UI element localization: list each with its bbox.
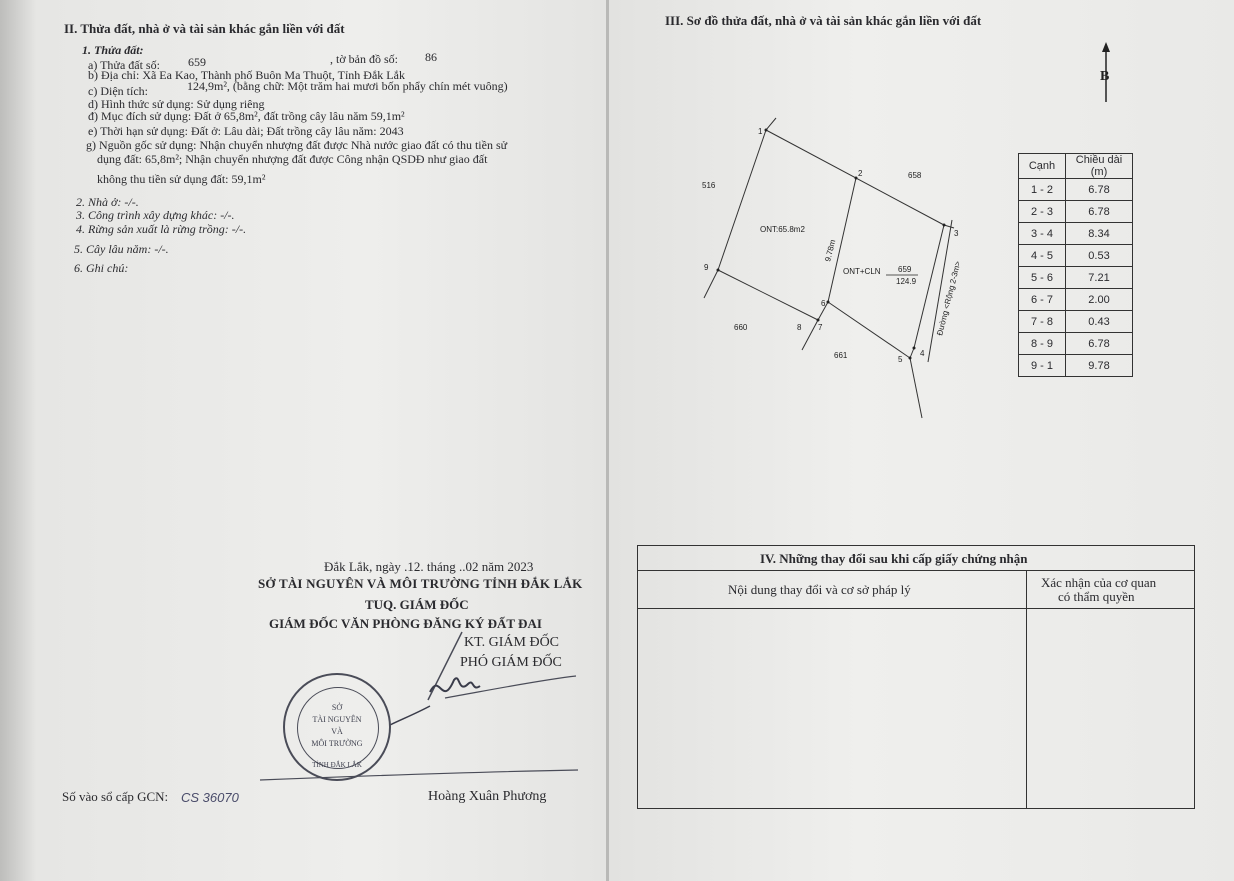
north-arrow (1094, 40, 1118, 104)
length-cell: 0.53 (1066, 245, 1133, 267)
changes-title-row (638, 546, 1194, 571)
edge-cell: 7 - 8 (1019, 311, 1066, 333)
col-length: Chiều dài (m) (1066, 154, 1133, 179)
col-edge: Cạnh (1019, 154, 1066, 179)
label-ont: ONT:65.8m2 (760, 225, 805, 234)
map-sheet-label: , tờ bản đồ số: (330, 52, 399, 66)
area-value: 124,9m², (bằng chữ: Một trăm hai mươi bốn phẩy chín mét vuông) (187, 79, 508, 93)
department-name: SỞ TÀI NGUYÊN VÀ MÔI TRƯỜNG TỈNH ĐẮK LẮK (258, 576, 583, 591)
section3-title: III. Sơ đồ thửa đất, nhà ở và tài sản khác gắn liền với đất (665, 13, 982, 28)
vertex-6: 6 (821, 299, 826, 308)
changes-column-divider (1026, 571, 1027, 808)
length-cell: 6.78 (1066, 179, 1133, 201)
vertex-5: 5 (898, 355, 903, 364)
stamp-line-5: TỈNH ĐẮK LẮK (312, 761, 362, 769)
edge-cell: 8 - 9 (1019, 333, 1066, 355)
gcn-label: Số vào sổ cấp GCN: (62, 789, 169, 804)
edge-cell: 4 - 5 (1019, 245, 1066, 267)
north-label: B (1100, 69, 1110, 84)
changes-header-row (638, 571, 1194, 609)
gcn-number: CS 36070 (181, 790, 239, 805)
edge-cell: 2 - 3 (1019, 201, 1066, 223)
other-works-item: 3. Công trình xây dựng khác: -/-. (76, 208, 235, 222)
length-cell: 7.21 (1066, 267, 1133, 289)
forest-item: 4. Rừng sản xuất là rừng trồng: -/-. (76, 222, 247, 236)
office-director: GIÁM ĐỐC VĂN PHÒNG ĐĂNG KÝ ĐẤT ĐAI (269, 616, 542, 631)
edge-cell: 5 - 6 (1019, 267, 1066, 289)
edge-cell: 9 - 1 (1019, 355, 1066, 377)
length-cell: 2.00 (1066, 289, 1133, 311)
edge-cell: 6 - 7 (1019, 289, 1066, 311)
usage-term: e) Thời hạn sử dụng: Đất ở: Lâu dài; Đất trồng cây lâu năm: 2043 (88, 124, 404, 138)
vertex-4: 4 (920, 349, 925, 358)
length-cell: 6.78 (1066, 201, 1133, 223)
edge-length-table (1018, 153, 1133, 377)
table-row (1019, 223, 1133, 245)
stamp-line-4: MÔI TRƯỜNG (311, 739, 363, 748)
vertex-9: 9 (704, 263, 709, 272)
origin-line-1: g) Nguồn gốc sử dụng: Nhận chuyển nhượng đất được Nhà nước giao đất có thu tiền sử (86, 138, 508, 152)
section2-title: II. Thửa đất, nhà ở và tài sản khác gắn liền với đất (64, 21, 345, 36)
parcel-label: a) Thửa đất số: (88, 58, 160, 72)
usage-form: d) Hình thức sử dụng: Sử dụng riêng (88, 97, 265, 111)
col-confirm-header-2: có thẩm quyền (1058, 589, 1135, 604)
table-row (1019, 179, 1133, 201)
label-dimension: 9.78m (823, 238, 838, 263)
length-cell: 9.78 (1066, 355, 1133, 377)
stamp-line-2: TÀI NGUYÊN (312, 715, 362, 724)
length-cell: 0.43 (1066, 311, 1133, 333)
table-row (1019, 267, 1133, 289)
label-parcel-num: 659 (898, 265, 912, 274)
kt-label: KT. GIÁM ĐỐC (464, 635, 560, 650)
label-660: 660 (734, 323, 748, 332)
parcel-number: 659 (188, 55, 206, 69)
label-516: 516 (702, 181, 716, 190)
vertex-1: 1 (758, 127, 763, 136)
origin-line-3: không thu tiền sử dụng đất: 59,1m² (97, 172, 266, 186)
label-661: 661 (834, 351, 848, 360)
changes-table (637, 545, 1195, 809)
origin-line-2: dụng đất: 65,8m²; Nhận chuyển nhượng đất được Công nhận QSDĐ như giao đất (97, 152, 488, 166)
col-confirm-header-1: Xác nhận của cơ quan (1041, 575, 1157, 590)
sign-date: Đắk Lắk, ngày .12. tháng ..02 năm 2023 (324, 559, 534, 574)
stamp-line-3: VÀ (331, 727, 343, 736)
map-sheet-number: 86 (425, 50, 437, 64)
table-row (1019, 311, 1133, 333)
house-item: 2. Nhà ở: -/-. (76, 195, 139, 209)
label-658: 658 (908, 171, 922, 180)
land-heading: 1. Thửa đất: (82, 43, 144, 57)
label-road: Đường <Rộng 2-3m> (935, 260, 963, 337)
parcel-plan (690, 100, 990, 430)
stamp-line-1: SỞ (331, 703, 343, 712)
length-cell: 8.34 (1066, 223, 1133, 245)
vertex-3: 3 (954, 229, 959, 238)
label-parcel-area: 124.9 (896, 277, 917, 286)
address-line: b) Địa chỉ: Xã Ea Kao, Thành phố Buôn Ma Thuột, Tỉnh Đắk Lắk (88, 68, 405, 82)
usage-purpose: đ) Mục đích sử dụng: Đất ở 65,8m², đất trồng cây lâu năm 59,1m² (88, 109, 405, 123)
table-row (1019, 245, 1133, 267)
signer-name: Hoàng Xuân Phương (428, 789, 547, 804)
edge-table-header (1019, 154, 1133, 179)
edge-cell: 3 - 4 (1019, 223, 1066, 245)
area-label: c) Diện tích: (88, 84, 148, 98)
official-stamp (283, 673, 391, 781)
deputy-label: PHÓ GIÁM ĐỐC (460, 655, 562, 670)
tuq-label: TUQ. GIÁM ĐỐC (365, 597, 469, 612)
edge-cell: 1 - 2 (1019, 179, 1066, 201)
section4-title: IV. Những thay đổi sau khi cấp giấy chứng nhận (760, 551, 1028, 566)
label-ontcln: ONT+CLN (843, 267, 881, 276)
vertex-7: 7 (818, 323, 823, 332)
vertex-8: 8 (797, 323, 802, 332)
table-row (1019, 201, 1133, 223)
table-row (1019, 333, 1133, 355)
vertex-2: 2 (858, 169, 863, 178)
col-content-header: Nội dung thay đổi và cơ sở pháp lý (728, 582, 911, 597)
table-row (1019, 355, 1133, 377)
perennial-item: 5. Cây lâu năm: -/-. (74, 242, 169, 256)
table-row (1019, 289, 1133, 311)
notes-item: 6. Ghi chú: (74, 261, 129, 275)
length-cell: 6.78 (1066, 333, 1133, 355)
page-fold (606, 0, 609, 881)
